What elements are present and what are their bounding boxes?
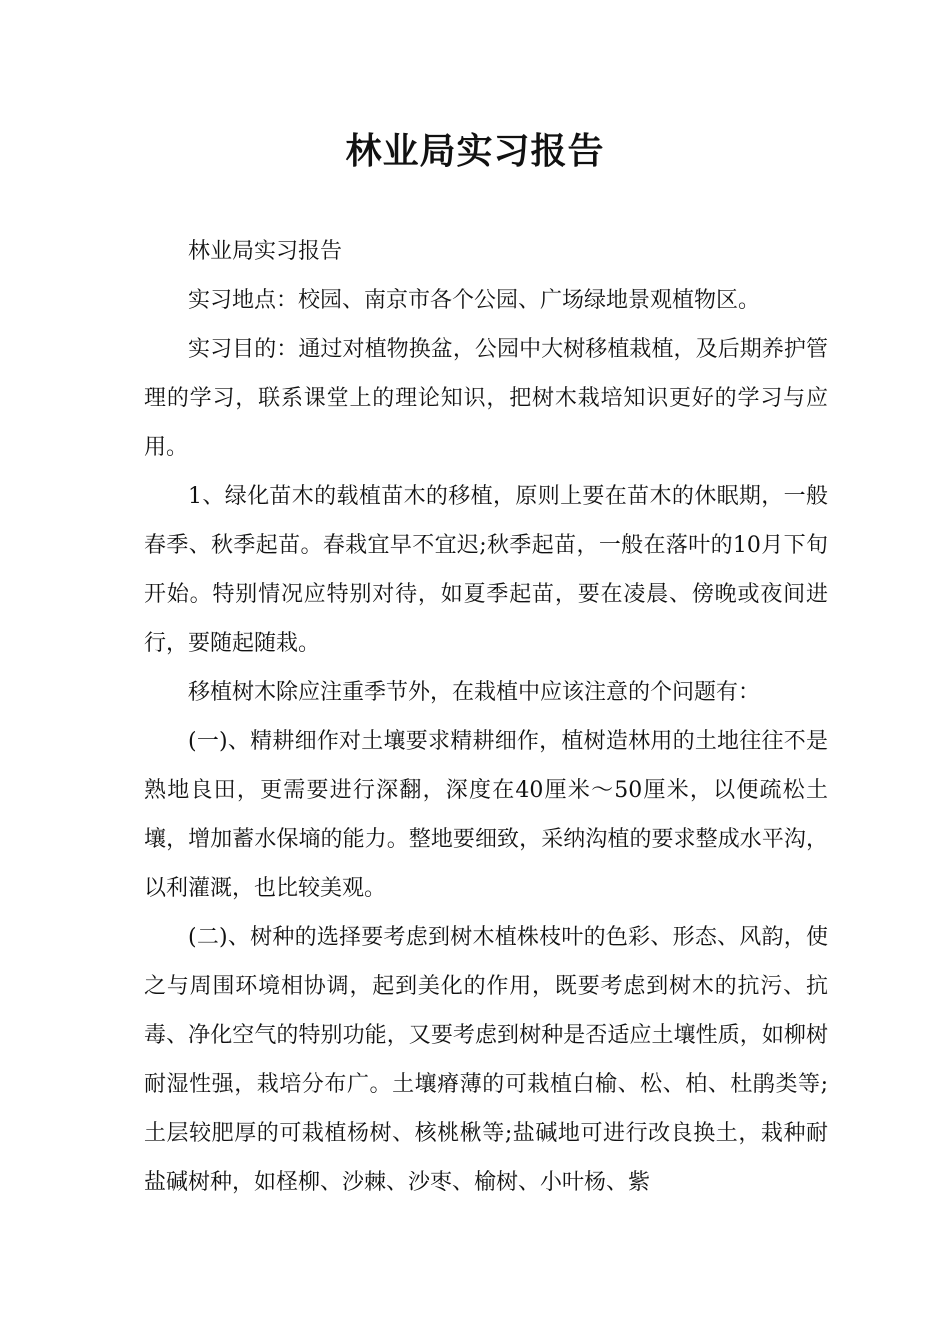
paragraph-purpose: 实习目的：通过对植物换盆，公园中大树移植栽植，及后期养护管理的学习，联系课堂上的理论知识，把树木栽培知识更好的学习与应用。 xyxy=(144,337,828,460)
document-title: 林业局实习报告 xyxy=(345,131,605,172)
paragraph-issues-intro: 移植树木除应注重季节外，在栽植中应该注意的个问题有： xyxy=(188,680,761,705)
paragraph-species-selection: (二)、树种的选择要考虑到树木植株枝叶的色彩、形态、风韵，使之与周围环境相协调，起到美化的作用，既要考虑到树木的抗污、抗毒、净化空气的特别功能，又要考虑到树种是否适应土壤性质，如柳树耐湿性强，栽培分布广。土壤瘠薄的可栽植白榆、松、柏、杜鹃类等;土层较肥厚的可栽植杨树、核桃楸等;盐碱地可进行改良换土，栽种耐盐碱树种，如柽柳、沙棘、沙枣、榆树、小叶杨、紫 xyxy=(144,925,828,1195)
document-body xyxy=(144,227,828,1207)
paragraph-subtitle: 林业局实习报告 xyxy=(188,239,343,264)
paragraph-transplanting: 1、绿化苗木的载植苗木的移植，原则上要在苗木的休眠期，一般春季、秋季起苗。春栽宜早不宜迟;秋季起苗，一般在落叶的10月下旬开始。特别情况应特别对待，如夏季起苗，要在凌晨、傍晚或夜间进行，要随起随栽。 xyxy=(144,484,828,656)
paragraph-soil-preparation: (一)、精耕细作对土壤要求精耕细作，植树造林用的土地往往不是熟地良田，更需要进行深翻，深度在40厘米～50厘米，以便疏松土壤，增加蓄水保墒的能力。整地要细致，采纳沟植的要求整成水平沟，以利灌溉，也比较美观。 xyxy=(144,729,828,901)
paragraph-location: 实习地点：校园、南京市各个公园、广场绿地景观植物区。 xyxy=(188,288,761,313)
